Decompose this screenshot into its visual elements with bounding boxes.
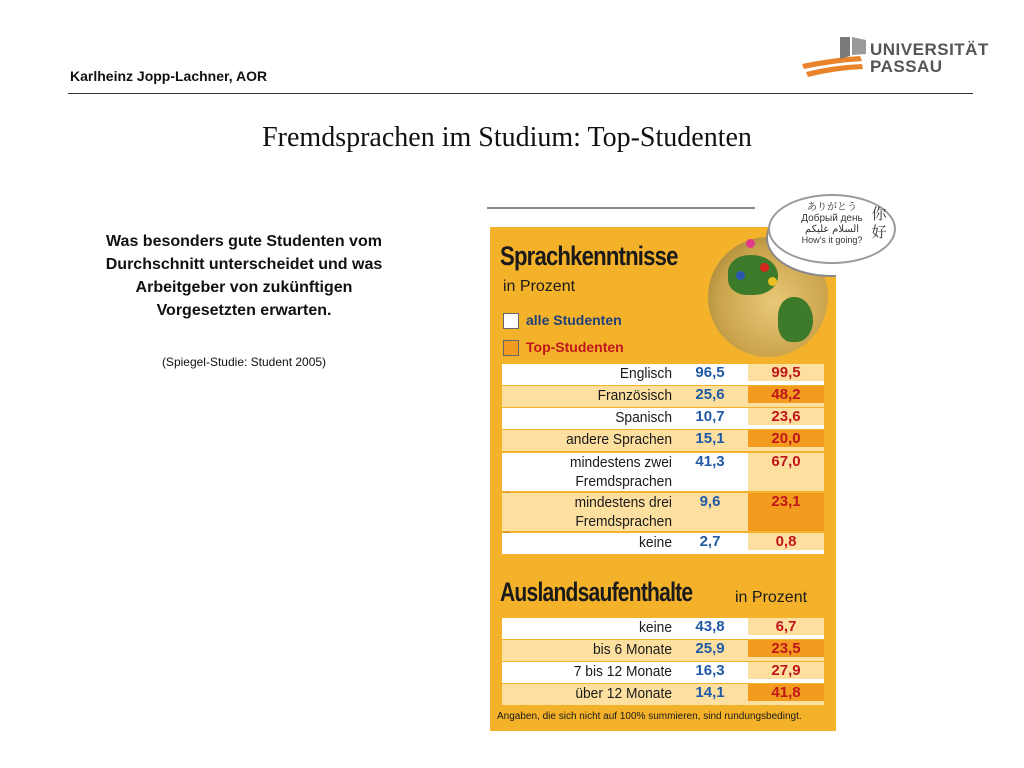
logo-line2: PASSAU: [870, 57, 943, 76]
map-pin-icon: [746, 239, 755, 248]
value-all: 96,5: [695, 364, 725, 381]
value-top: 48,2: [748, 386, 824, 403]
value-all: 43,8: [695, 618, 725, 635]
logo-line1: UNIVERSITÄT: [870, 40, 989, 59]
table-row: [502, 430, 824, 451]
row-label: mindestens zwei Fremdsprachen: [569, 454, 672, 490]
row-label: andere Sprachen: [566, 431, 672, 448]
bubble-chinese: 你好: [871, 206, 887, 241]
value-all: 41,3: [695, 453, 725, 470]
value-top: 6,7: [748, 618, 824, 635]
row-label: keine: [639, 619, 672, 636]
source-note: (Spiegel-Studie: Student 2005): [161, 355, 327, 369]
legend-label-all: alle Studenten: [526, 312, 622, 328]
value-top: 99,5: [748, 364, 824, 381]
author-label: Karlheinz Jopp-Lachner, AOR: [70, 68, 268, 84]
clipping-title-abroad: Auslandsaufenthalte: [500, 577, 693, 607]
value-top: 0,8: [748, 533, 824, 550]
value-all: 2,7: [699, 533, 721, 550]
table-row: [502, 684, 824, 705]
bubble-english: How's it going?: [801, 235, 863, 245]
table-row: [502, 533, 824, 554]
speech-bubble-text: [768, 194, 896, 264]
row-label: keine: [639, 534, 672, 551]
table-row: [502, 662, 824, 683]
bubble-russian: Добрый день: [801, 213, 863, 224]
value-all: 16,3: [695, 662, 725, 679]
clipping-footnote: Angaben, die sich nicht auf 100% summieren, sind rundungsbedingt.: [497, 711, 802, 722]
legend-label-top: Top-Studenten: [526, 339, 624, 355]
map-pin-icon: [760, 263, 769, 272]
magazine-clipping: [490, 227, 836, 731]
clipping-subtitle-languages: in Prozent: [503, 278, 576, 295]
clipping-top-line: [487, 207, 755, 209]
clipping-title-languages: Sprachkenntnisse: [500, 241, 678, 271]
value-all: 10,7: [695, 408, 725, 425]
value-top: 41,8: [748, 684, 824, 701]
row-label: über 12 Monate: [575, 685, 672, 702]
table-row: [502, 386, 824, 407]
value-all: 25,6: [695, 386, 725, 403]
row-label: bis 6 Monate: [592, 641, 672, 658]
table-row: [502, 618, 824, 639]
logo-text: [870, 41, 989, 75]
row-label: mindestens drei Fremdsprachen: [574, 494, 672, 530]
clipping-subtitle-abroad: in Prozent: [735, 589, 808, 606]
table-row: [502, 493, 824, 531]
value-top: 20,0: [748, 430, 824, 447]
map-pin-icon: [736, 271, 745, 280]
value-top: 27,9: [748, 662, 824, 679]
legend-swatch-top: [503, 340, 519, 356]
row-label: 7 bis 12 Monate: [573, 663, 672, 680]
table-row: [502, 408, 824, 429]
value-top: 67,0: [748, 453, 824, 491]
value-all: 15,1: [695, 430, 725, 447]
slide-title: Fremdsprachen im Studium: Top-Studenten: [262, 122, 752, 153]
table-row: [502, 364, 824, 385]
value-all: 9,6: [699, 493, 721, 510]
row-label: Französisch: [597, 387, 672, 404]
bubble-arabic: السلام عليكم: [804, 224, 860, 235]
value-top: 23,6: [748, 408, 824, 425]
value-top: 23,1: [748, 493, 824, 531]
row-label: Spanisch: [615, 409, 672, 426]
table-row: [502, 453, 824, 491]
bubble-japanese: ありがとう: [807, 202, 857, 213]
map-pin-icon: [768, 277, 777, 286]
intro-text: Was besonders gute Studenten vom Durchschnitt unterscheidet und was Arbeitgeber von zukünftigen Vorgesetzten erwarten.: [105, 233, 383, 319]
value-top: 23,5: [748, 640, 824, 657]
value-all: 25,9: [695, 640, 725, 657]
value-all: 14,1: [695, 684, 725, 701]
legend-swatch-all: [503, 313, 519, 329]
table-row: [502, 640, 824, 661]
globe-land: [778, 297, 813, 342]
header-rule: [68, 93, 973, 94]
row-label: Englisch: [619, 365, 672, 382]
